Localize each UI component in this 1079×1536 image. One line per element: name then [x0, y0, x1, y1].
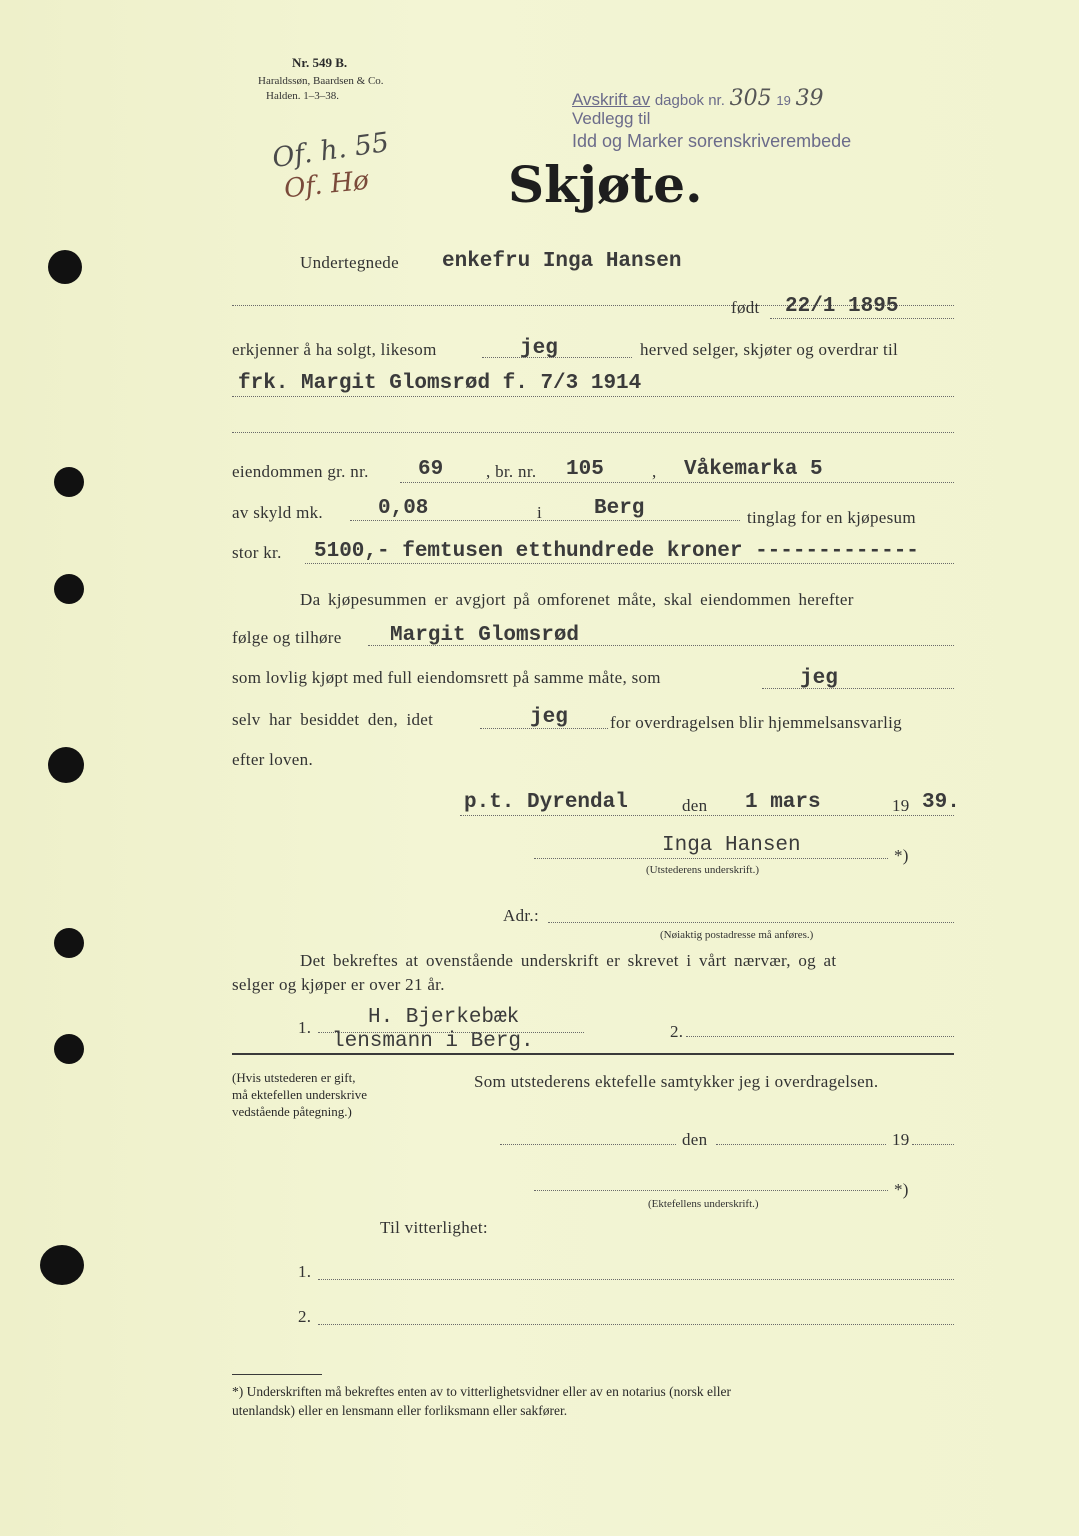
buyer-value: frk. Margit Glomsrød f. 7/3 1914	[238, 372, 642, 395]
spouse-note-line-2: må ektefellen underskrive	[232, 1087, 367, 1102]
buyer-dotted-line	[232, 396, 954, 397]
dateline-year-prefix: 19	[892, 796, 910, 815]
vitterlighet-1-dotted-line	[318, 1279, 954, 1280]
footnote-line-1: *) Underskriften må bekreftes enten av to vitterlighetsvidner eller av en notarius (norsk eller	[232, 1384, 731, 1399]
selv-label: selv har besiddet den, idet	[232, 710, 434, 729]
br-label: , br. nr.	[486, 462, 537, 481]
gr-label: eiendommen gr. nr.	[232, 462, 369, 481]
price-value: 5100,- femtusen etthundrede kroner -------------	[314, 540, 919, 563]
printer-place-date: Halden. 1–3–38.	[266, 90, 340, 102]
selv-dotted-line	[480, 728, 608, 729]
skyld-dotted-line	[350, 520, 740, 521]
tinglag-label: tinglag for en kjøpesum	[747, 508, 916, 527]
punch-hole	[54, 467, 84, 497]
folge-value: Margit Glomsrød	[390, 624, 580, 647]
efter-loven: efter loven.	[232, 750, 314, 769]
blank-dotted-line	[232, 432, 954, 433]
selv-tail: for overdragelsen blir hjemmelsansvarlig	[610, 713, 902, 732]
spouse-date-dotted-line	[716, 1144, 886, 1145]
seller-label: Undertegnede	[300, 253, 399, 272]
footnote-rule	[232, 1374, 322, 1375]
vitterlighet-2-number: 2.	[298, 1307, 312, 1326]
seller-value: enkefru Inga Hansen	[442, 250, 682, 273]
spouse-signature-dotted-line	[534, 1190, 888, 1191]
address-label: Adr.:	[503, 906, 539, 925]
lovlig-dotted-line	[762, 688, 954, 689]
body-paragraph-1: Da kjøpesummen er avgjort på omforenet måte, skal eiendommen herefter	[300, 590, 854, 609]
punch-hole	[54, 928, 84, 958]
witness-statement-line-1: Det bekreftes at ovenstående underskrift er skrevet i vårt nærvær, og at	[300, 951, 837, 970]
property-name: Våkemarka 5	[684, 458, 823, 481]
margin-note-2: Of. Hø	[282, 165, 371, 205]
vitterlighet-2-dotted-line	[318, 1324, 954, 1325]
stamp-year: 39	[795, 86, 824, 111]
herved-label: herved selger, skjøter og overdrar til	[640, 340, 899, 359]
document-title: Skjøte.	[508, 155, 703, 214]
born-dotted-line	[770, 318, 954, 319]
address-caption: (Nøiaktig postadresse må anføres.)	[660, 929, 814, 941]
pronoun-dotted-line	[482, 357, 632, 358]
spouse-year-prefix: 19	[892, 1130, 910, 1149]
punch-hole	[54, 1034, 84, 1064]
skyld-label: av skyld mk.	[232, 503, 323, 522]
form-number: Nr. 549 B.	[292, 55, 348, 70]
dateline-place: p.t. Dyrendal	[464, 791, 628, 814]
punch-hole	[54, 574, 84, 604]
folge-label: følge og tilhøre	[232, 628, 342, 647]
dateline-date: 1 mars	[745, 791, 821, 814]
price-dotted-line	[305, 563, 954, 564]
margin-note-1: Of. h. 55	[270, 126, 391, 175]
address-dotted-line	[548, 922, 954, 923]
footnote-line-2: utenlandsk) eller en lensmann eller forliksmann eller sakfører.	[232, 1403, 568, 1418]
stamp-avskrift: Avskrift av	[572, 90, 651, 109]
vitterlighet-1-number: 1.	[298, 1262, 312, 1281]
spouse-den: den	[682, 1130, 708, 1149]
signature-asterisk: *)	[894, 846, 909, 865]
spouse-note-line-3: vedstående påtegning.)	[232, 1104, 352, 1119]
selv-value: jeg	[530, 706, 568, 729]
vitterlighet-label: Til vitterlighet:	[380, 1218, 488, 1237]
i-label: i	[537, 503, 543, 522]
stor-label: stor kr.	[232, 543, 282, 562]
spouse-year-dotted-line	[912, 1144, 954, 1145]
br-value: 105	[566, 458, 604, 481]
punch-hole	[48, 747, 84, 783]
signature-caption: (Utstederens underskrift.)	[646, 864, 760, 876]
sale-pronoun: jeg	[520, 337, 558, 360]
dateline-den: den	[682, 796, 708, 815]
acknowledge-label: erkjenner å ha solgt, likesom	[232, 340, 437, 359]
property-comma: ,	[652, 462, 657, 481]
punch-hole	[40, 1245, 84, 1285]
folge-dotted-line	[368, 645, 954, 646]
gr-value: 69	[418, 458, 444, 481]
stamp-dagbok-label: dagbok nr.	[654, 92, 725, 109]
spouse-asterisk: *)	[894, 1180, 909, 1199]
born-value: 22/1 1895	[785, 295, 899, 318]
property-dotted-line	[400, 482, 954, 483]
witness-1-dotted-line	[318, 1032, 584, 1033]
dateline-year: 39.	[922, 791, 960, 814]
born-label: født	[731, 298, 760, 317]
spouse-place-dotted-line	[500, 1144, 676, 1145]
stamp-line-3: Idd og Marker sorenskriverembede	[572, 131, 852, 151]
lovlig-value: jeg	[800, 667, 838, 690]
signature-name: Inga Hansen	[662, 834, 801, 857]
spouse-note-line-1: (Hvis utstederen er gift,	[232, 1070, 356, 1085]
punch-hole	[48, 250, 82, 284]
dateline-dotted-line	[460, 815, 954, 816]
stamp-line-2: Vedlegg til	[572, 109, 651, 128]
skyld-value: 0,08	[378, 497, 429, 520]
signature-dotted-line	[534, 858, 888, 859]
section-divider	[232, 1053, 954, 1055]
spouse-consent: Som utstederens ektefelle samtykker jeg i overdragelsen.	[474, 1072, 879, 1091]
witness-1-title: lensmann i Berg.	[332, 1030, 534, 1053]
stamp-line-1	[572, 86, 824, 111]
witness-2-dotted-line	[686, 1036, 954, 1037]
witness-2-number: 2.	[670, 1022, 684, 1041]
stamp-dagbok-number: 305	[729, 86, 772, 111]
witness-statement-line-2: selger og kjøper er over 21 år.	[232, 975, 445, 994]
witness-1-name: H. Bjerkebæk	[368, 1006, 520, 1029]
spouse-caption: (Ektefellens underskrift.)	[648, 1198, 759, 1210]
printer-name: Haraldssøn, Baardsen & Co.	[258, 75, 384, 87]
tinglag-value: Berg	[594, 497, 645, 520]
witness-1-number: 1.	[298, 1018, 312, 1037]
lovlig-label: som lovlig kjøpt med full eiendomsrett på samme måte, som	[232, 668, 661, 687]
stamp-year-prefix: 19	[776, 93, 791, 108]
